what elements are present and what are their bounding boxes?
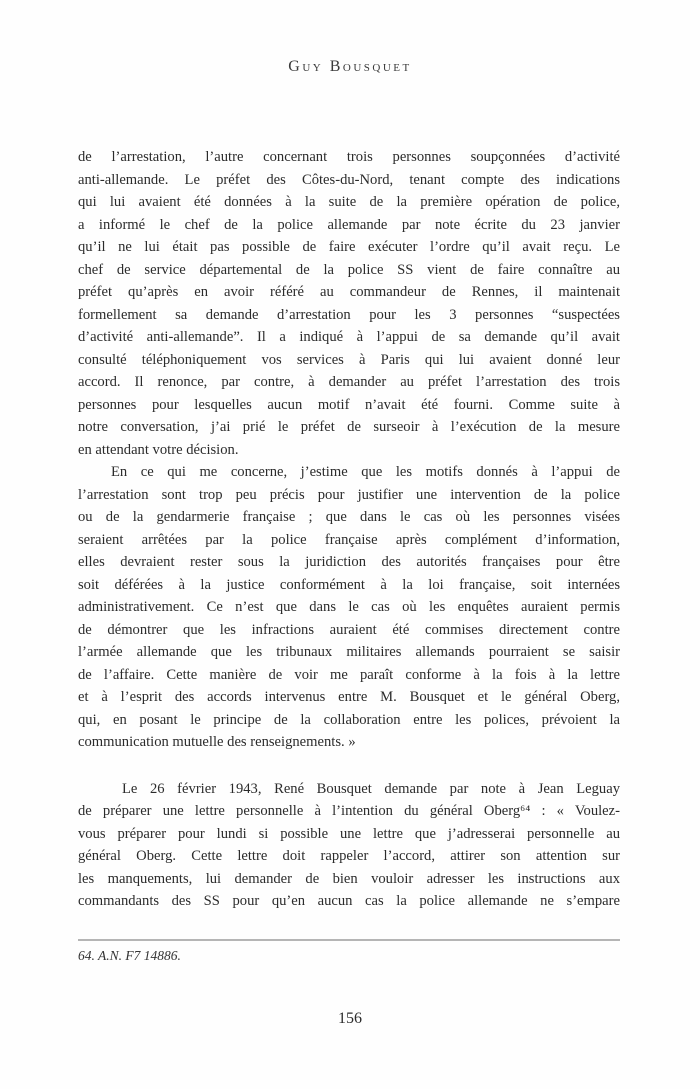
text-line: commandants des SS pour qu’en aucun cas la police allemande ne s’empare — [78, 893, 620, 909]
text-line: de préparer une lettre personnelle à l’intention du général Oberg⁶⁴ : « Voulez- — [78, 803, 620, 819]
text-line: communication mutuelle des renseignements. » — [78, 734, 356, 750]
text-line: de démontrer que les infractions auraient été commises directement contre — [78, 621, 620, 638]
footnote-divider — [78, 939, 620, 941]
text-line: en attendant votre décision. — [78, 441, 239, 458]
text-line: seraient arrêtées par la police française après complément d’information, — [78, 531, 620, 548]
text-line: personnes pour lesquelles aucun motif n’avait été fourni. Comme suite à — [78, 396, 620, 413]
paragraph-letter-part-2 — [78, 461, 620, 754]
text-line: a informé le chef de la police allemande par note écrite du 23 janvier — [78, 216, 620, 233]
page-number: 156 — [338, 1010, 362, 1027]
text-line: l’armée allemande que les tribunaux militaires allemands pourraient se saisir — [78, 644, 620, 660]
text-line: d’activité anti-allemande”. Il a indiqué à l’appui de sa demande qu’il avait — [78, 329, 620, 345]
text-line: soit déférées à la justice conformément à la loi française, soit internées — [78, 576, 620, 593]
text-line: elles devraient rester sous la juridiction des autorités françaises pour être — [78, 554, 620, 570]
text-line: de l’affaire. Cette manière de voir me paraît conforme à la fois à la lettre — [78, 666, 620, 683]
text-column — [78, 146, 620, 913]
text-line: qui, en posant le principe de la collaboration entre les polices, prévoient la — [78, 711, 620, 728]
text-line: Le 26 février 1943, René Bousquet demande par note à Jean Leguay — [122, 780, 620, 797]
text-line: anti-allemande. Le préfet des Côtes-du-Nord, tenant compte des indications — [78, 171, 620, 188]
text-line: consulté téléphoniquement vos services à Paris qui lui avaient donné leur — [78, 351, 620, 368]
running-header-author: Guy Bousquet — [288, 58, 412, 75]
text-line: de l’arrestation, l’autre concernant trois personnes soupçonnées d’activité — [78, 149, 620, 165]
text-line: préfet qu’après en avoir référé au commandeur de Rennes, il maintenait — [78, 284, 620, 300]
footnote-text: 64. A.N. F7 14886. — [78, 948, 181, 963]
text-line: accord. Il renonce, par contre, à demander au préfet l’arrestation des trois — [78, 374, 620, 390]
text-line: notre conversation, j’ai prié le préfet de surseoir à l’exécution de la mesure — [78, 419, 620, 435]
paragraph-letter-part-1 — [78, 146, 620, 461]
text-line: chef de service départemental de la police SS vient de faire connaître au — [78, 261, 620, 278]
text-line: et à l’esprit des accords intervenus entre M. Bousquet et le général Oberg, — [78, 689, 620, 705]
text-line: vous préparer pour lundi si possible une lettre que j’adresserai personnelle au — [78, 825, 620, 842]
text-line: ou de la gendarmerie française ; que dans le cas où les personnes visées — [78, 509, 620, 525]
paragraph-narrative — [78, 778, 620, 913]
text-line: général Oberg. Cette lettre doit rappeler l’accord, attirer son attention sur — [78, 848, 620, 864]
text-line: administrativement. Ce n’est que dans le cas où les enquêtes auraient permis — [78, 599, 620, 615]
text-line: l’arrestation sont trop peu précis pour justifier une intervention de la police — [78, 486, 620, 503]
text-line: qu’il ne lui était pas possible de faire exécuter l’ordre qu’il avait reçu. Le — [78, 239, 620, 255]
text-line: formellement sa demande d’arrestation pour les 3 personnes “suspectées — [78, 306, 620, 323]
text-line: qui lui avaient été données à la suite de la première opération de police, — [78, 194, 620, 210]
text-line: En ce qui me concerne, j’estime que les motifs donnés à l’appui de — [111, 464, 620, 480]
text-line: les manquements, lui demander de bien vouloir adresser les instructions aux — [78, 870, 620, 887]
